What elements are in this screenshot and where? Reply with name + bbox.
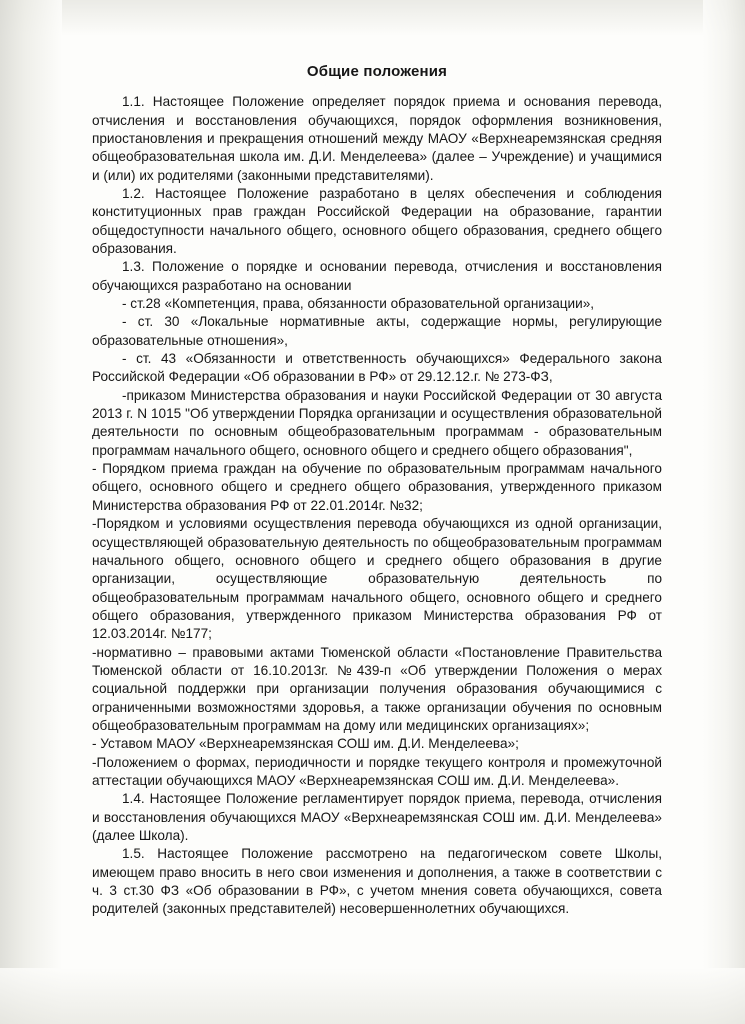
p-1-3: 1.3. Положение о порядке и основании перевода, отчисления и восстановления обучающихся разработано на основании [92,259,662,293]
scan-edge-right [703,0,745,1024]
paragraph-list [92,93,662,918]
scan-edge-top [0,0,745,36]
p-item-st43: - ст. 43 «Обязанности и ответственность обучающихся» Федерального закона Российской Федерации «Об образовании в РФ» от 29.12.12.г. № 273-ФЗ, [92,351,662,385]
p-item-poryadok-priema: - Порядком приема граждан на обучение по образовательным программам начального общего, основного общего и среднего общего образования, утвержденного приказом Министерства образования РФ от 22.01.2014г. №32; [92,461,662,513]
p-1-5: 1.5. Настоящее Положение рассмотрено на педагогическом совете Школы, имеющем право вносить в него свои изменения и дополнения, а также в соответствии с ч. 3 ст.30 ФЗ «Об образовании в РФ», с учетом мнения совета обучающихся, совета родителей (законных представителей) несовершеннолетних обучающихся. [92,846,662,917]
document-body [92,62,662,919]
p-1-4: 1.4. Настоящее Положение регламентирует порядок приема, перевода, отчисления и восстановления обучающихся МАОУ «Верхнеаремзянская СОШ им. Д.И. Менделеева» (далее Школа). [92,791,662,843]
p-item-st30: - ст. 30 «Локальные нормативные акты, содержащие нормы, регулирующие образовательные отношения», [92,314,662,348]
p-1-1: 1.1. Настоящее Положение определяет порядок приема и основания перевода, отчисления и восстановления обучающихся, порядок оформления возникновения, приостановления и прекращения отношений между МАОУ «Верхнеаремзянская средняя общеобразовательная школа им. Д.И. Менделеева» (далее – Учреждение) и учащимися и (или) их родителями (законными представителями). [92,94,662,183]
document-title: Общие положения [306,63,448,80]
p-1-2: 1.2. Настоящее Положение разработано в целях обеспечения и соблюдения конституционных прав граждан Российской Федерации на образование, гарантии общедоступности начального общего, основного общего образования, среднего общего образования. [92,185,662,256]
p-item-prikaz-1015: -приказом Министерства образования и науки Российской Федерации от 30 августа 2013 г. N 1015 "Об утверждении Порядка организации и осуществления образовательной деятельности по основным общеобразовательным программам - образовательным программам начального общего, основного общего и среднего общего образования", [92,387,662,458]
p-item-poryadok-perevoda: -Порядком и условиями осуществления перевода обучающихся из одной организации, осуществляющей образовательную деятельность по общеобразовательным программам начального общего, основного общего и среднего общего образования в другие организации, осуществляющие образовательную деятельность по общеобразовательным программам начального общего, основного общего и среднего общего образования, утвержденного приказом Министерства образования РФ от 12.03.2014г. №177; [92,516,662,642]
p-item-polozhenie-formy: -Положением о формах, периодичности и порядке текущего контроля и промежуточной аттестации обучающихся МАОУ «Верхнеаремзянская СОШ им. Д.И. Менделеева». [92,754,662,788]
scan-edge-left [0,0,62,1024]
scan-edge-bottom [0,968,745,1024]
p-item-ustav: - Уставом МАОУ «Верхнеаремзянская СОШ им. Д.И. Менделеева»; [92,736,519,752]
p-item-st28: - ст.28 «Компетенция, права, обязанности образовательной организации», [122,296,595,312]
p-item-normativno: -нормативно – правовыми актами Тюменской области «Постановление Правительства Тюменской области от 16.10.2013г. №439-п «Об утверждении Положения о мерах социальной поддержки при организации получения образования обучающимися с ограниченными возможностями здоровья, а также организации обучения по основным общеобразовательным программам на дому или медицинских организациях»; [92,644,662,733]
